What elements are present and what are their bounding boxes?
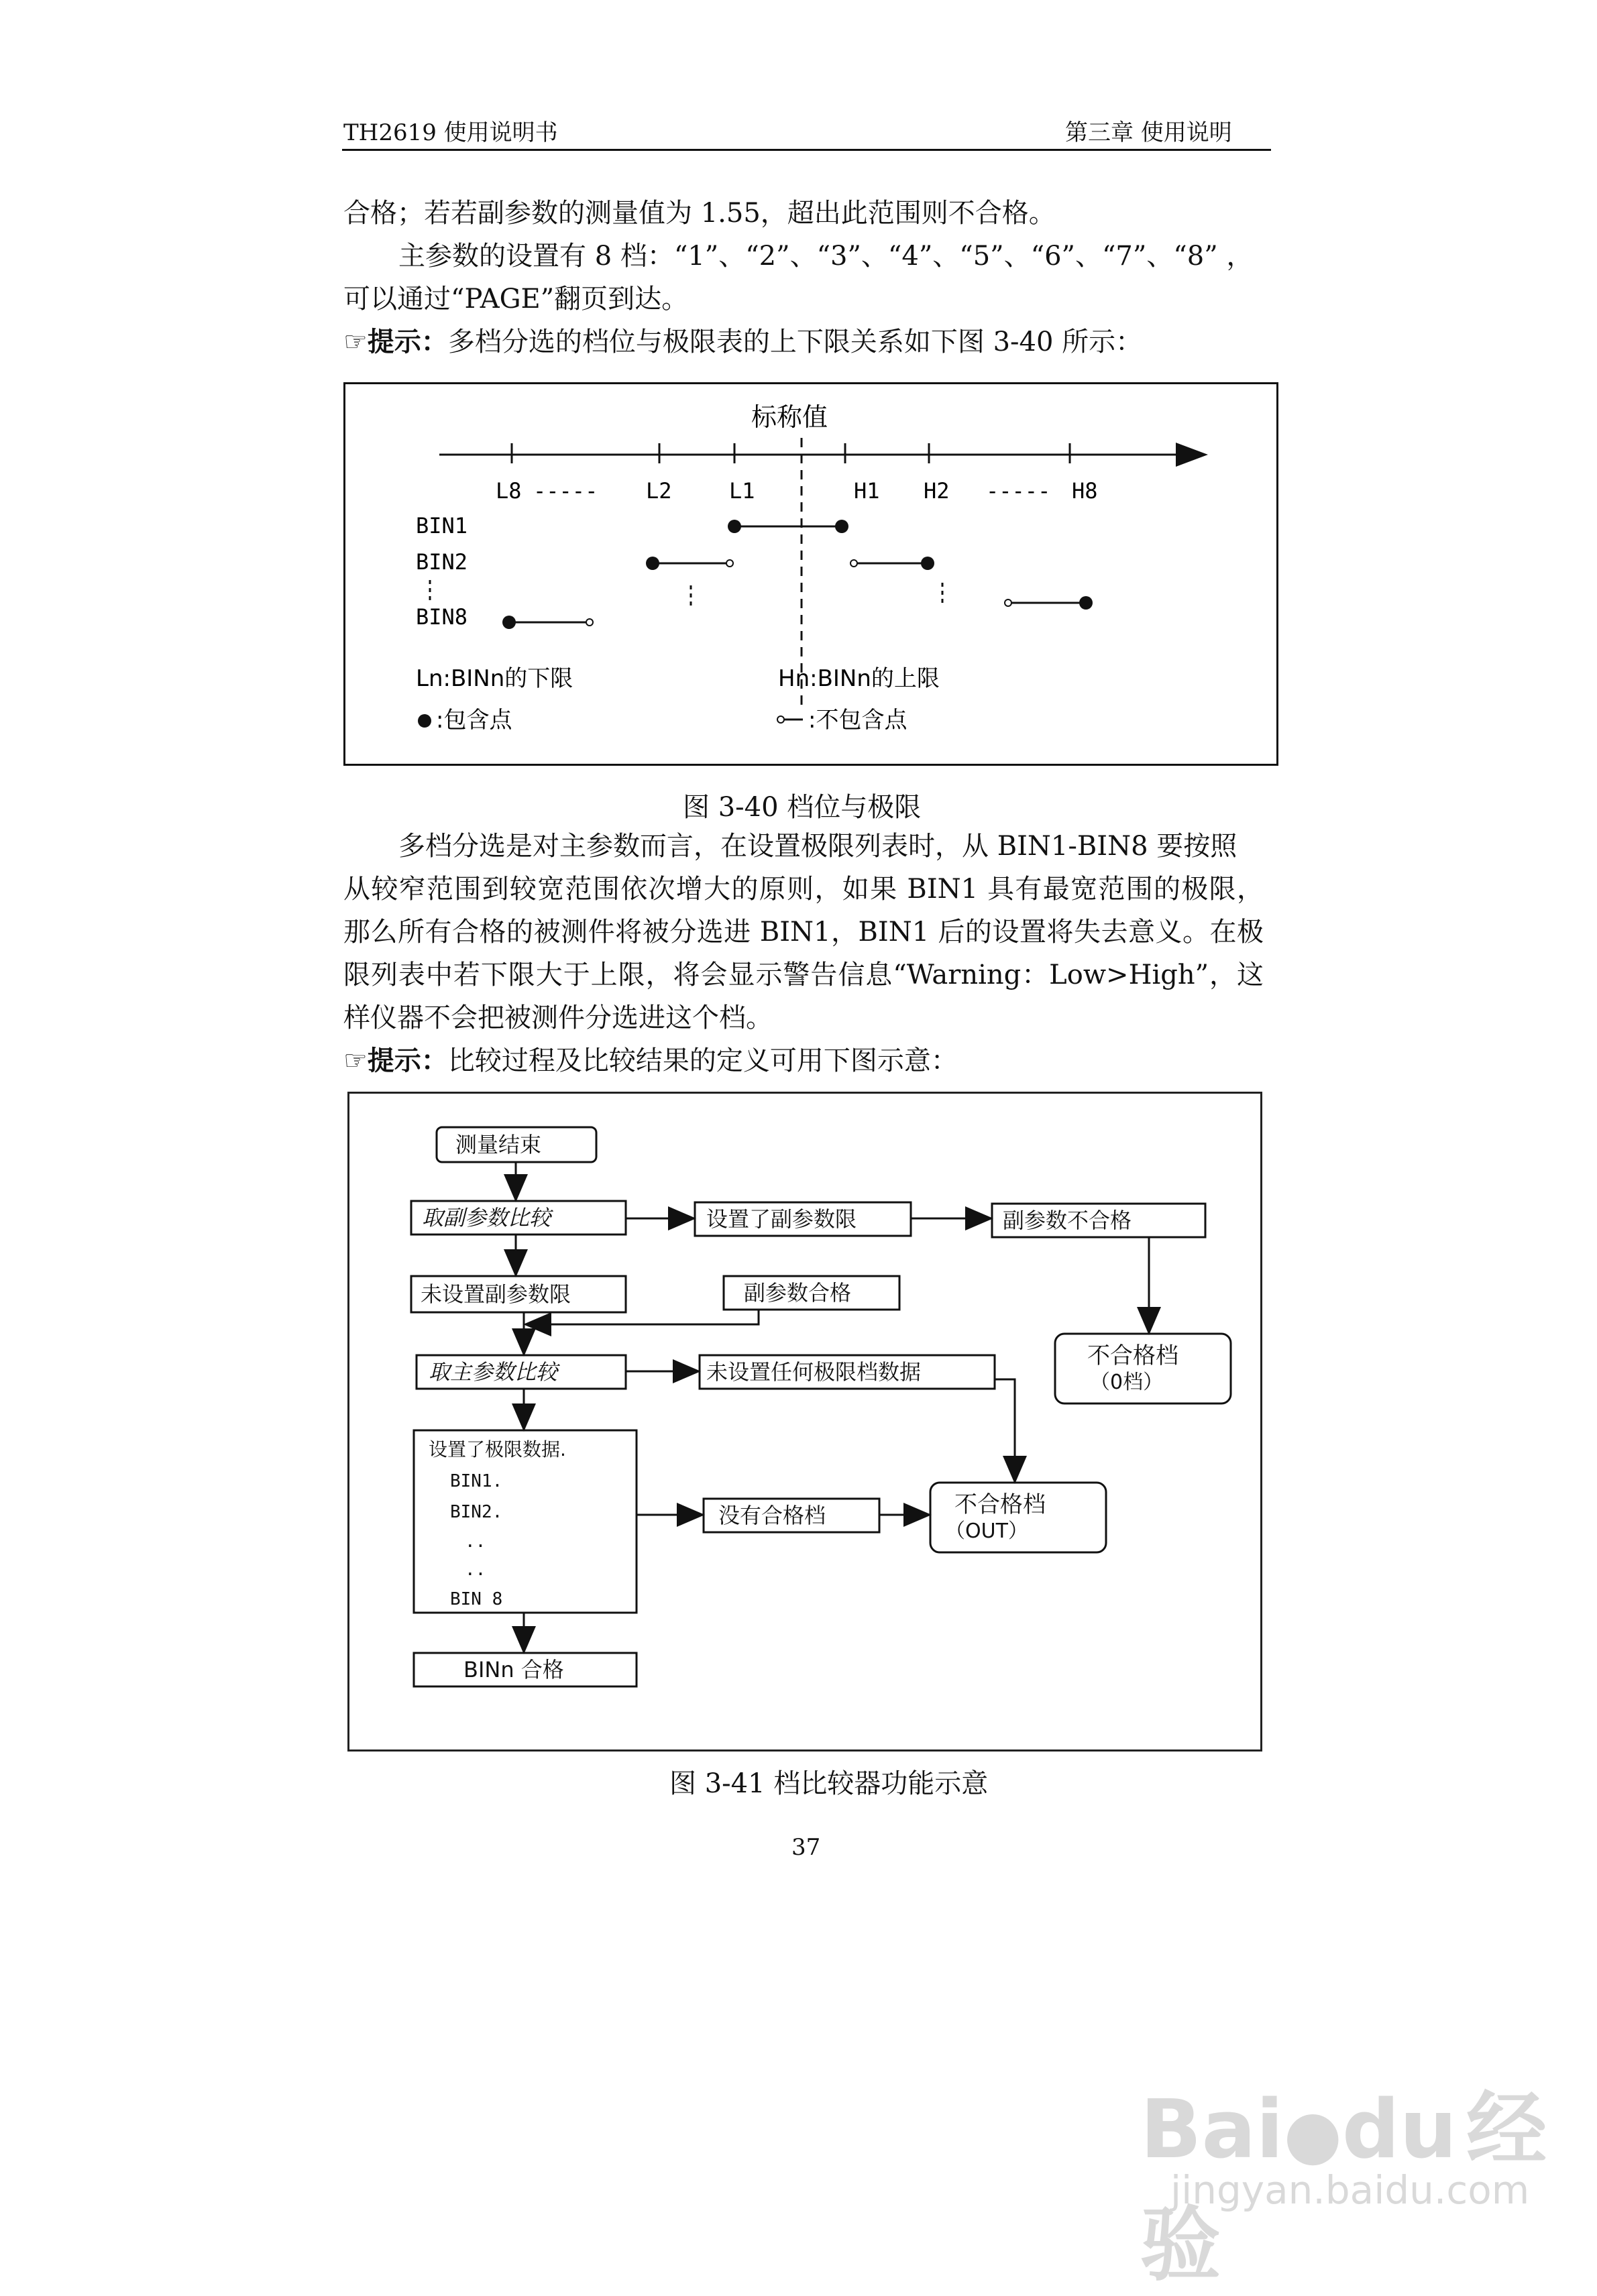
- page-number: 37: [791, 1834, 821, 1861]
- watermark-product: 经验: [1140, 2083, 1547, 2292]
- figure-comparator-flowchart-svg: [349, 1094, 1260, 1749]
- bin8-low-excluded: [586, 619, 593, 626]
- bin-label-bin8: BIN8: [416, 604, 468, 630]
- legend-excluded: :不包含点: [808, 707, 907, 734]
- label-sub-compare: 取副参数比较: [422, 1205, 551, 1230]
- arrow-nolimits-to-out: [995, 1379, 1015, 1480]
- tip-2-text: 比较过程及比较结果的定义可用下图示意：: [447, 1045, 958, 1076]
- label-measure-done: 测量结束: [455, 1132, 542, 1157]
- label-limits-title: 设置了极限数据.: [429, 1438, 566, 1460]
- tip-1-label: 提示：: [367, 326, 448, 357]
- figure-bin-limits: [343, 382, 1278, 766]
- tick-label-h2: H2: [924, 478, 950, 504]
- label-out-sub: （OUT）: [945, 1519, 1028, 1543]
- para-line-5: 样仪器不会把被测件分选进这个档。: [343, 1002, 773, 1033]
- header-rule: [342, 149, 1271, 151]
- legend-open-dot-icon: [777, 716, 784, 723]
- tick-label-l2: L2: [646, 478, 672, 504]
- hand-pointer-icon: ☞: [343, 327, 368, 357]
- bin8-high-included: [1079, 596, 1093, 610]
- bin1-low-included: [728, 520, 741, 533]
- label-sub-pass: 副参数合格: [744, 1280, 852, 1306]
- body-line-1: 合格；若若副参数的测量值为 1.55，超出此范围则不合格。: [343, 198, 1056, 229]
- para-line-2: 从较窄范围到较宽范围依次增大的原则，如果 BIN1 具有最宽范围的极限，: [343, 874, 1264, 905]
- figure-bin-limits-svg: [345, 384, 1276, 764]
- figure-2-caption: 图 3-41 档比较器功能示意: [669, 1768, 989, 1799]
- tick-label-l1: L1: [729, 478, 755, 504]
- watermark-brand-2: du: [1341, 2083, 1457, 2177]
- label-limits-dots-2: ..: [465, 1560, 486, 1580]
- legend-filled-dot-icon: [418, 714, 431, 728]
- label-no-limits: 未设置任何极限档数据: [706, 1359, 922, 1385]
- label-fail-zero-title: 不合格档: [1087, 1342, 1178, 1369]
- bin-label-bin2: BIN2: [416, 549, 468, 575]
- para-line-3: 那么所有合格的被测件将被分选进 BIN1，BIN1 后的设置将失去意义。在极: [343, 917, 1264, 948]
- tip-1: [343, 321, 1142, 363]
- para-line-1: 多档分选是对主参数而言，在设置极限列表时，从 BIN1-BIN8 要按照: [398, 831, 1237, 862]
- hand-pointer-icon: ☞: [343, 1045, 368, 1076]
- label-limits-bin8: BIN 8: [450, 1589, 503, 1609]
- tick-label-h1: H1: [854, 478, 880, 504]
- label-limits-dots-1: ..: [465, 1532, 486, 1552]
- paw-icon: ●: [1283, 2095, 1342, 2173]
- label-no-pass: 没有合格档: [718, 1503, 826, 1528]
- tick-label-dash-left: -----: [533, 478, 598, 504]
- label-limits-bin2: BIN2.: [450, 1502, 503, 1522]
- label-main-compare: 取主参数比较: [429, 1359, 558, 1385]
- bin8-low-included: [502, 616, 516, 629]
- bin2-high-included: [921, 557, 934, 570]
- figure-1-caption: 图 3-40 档位与极限: [683, 792, 922, 823]
- figure-comparator-flowchart: [347, 1092, 1262, 1752]
- legend-ln: Ln:BINn的下限: [416, 665, 573, 692]
- bin1-high-included: [835, 520, 848, 533]
- tick-label-l8: L8: [496, 478, 522, 504]
- tick-label-h8: H8: [1072, 478, 1098, 504]
- label-out-title: 不合格档: [954, 1491, 1046, 1518]
- nominal-label: 标称值: [751, 402, 828, 432]
- bin8-high-excluded: [1005, 599, 1011, 606]
- label-limits-bin1: BIN1.: [450, 1471, 503, 1491]
- bin2-low-included: [646, 557, 659, 570]
- bin2-high-excluded: [850, 560, 857, 567]
- legend-included: :包含点: [436, 707, 512, 734]
- label-sub-set: 设置了副参数限: [706, 1206, 857, 1232]
- body-line-3: 可以通过“PAGE”翻页到达。: [343, 284, 689, 314]
- bin2-low-excluded: [726, 560, 733, 567]
- tip-1-text: 多档分选的档位与极限表的上下限关系如下图 3-40 所示：: [447, 327, 1143, 357]
- watermark-url: jingyan.baidu.com: [1170, 2167, 1530, 2213]
- tick-label-dash-right: -----: [986, 478, 1051, 504]
- label-binn-pass: BINn 合格: [463, 1657, 564, 1682]
- watermark-brand: Bai: [1140, 2083, 1284, 2177]
- tip-2-label: 提示：: [367, 1045, 448, 1076]
- bin-label-bin1: BIN1: [416, 513, 468, 538]
- label-sub-fail: 副参数不合格: [1003, 1208, 1132, 1233]
- header-right: 第三章 使用说明: [1065, 119, 1232, 146]
- label-sub-notset: 未设置副参数限: [421, 1281, 571, 1307]
- para-line-4: 限列表中若下限大于上限，将会显示警告信息“Warning：Low>High”，这: [343, 960, 1264, 990]
- body-line-2: 主参数的设置有 8 档：“1”、“2”、“3”、“4”、“5”、“6”、“7”、“8” ，: [398, 241, 1254, 272]
- legend-hn: Hn:BINn的上限: [778, 665, 940, 692]
- label-fail-zero-sub: （0档）: [1090, 1371, 1164, 1394]
- tip-2: [343, 1039, 958, 1082]
- header-left: TH2619 使用说明书: [343, 119, 558, 146]
